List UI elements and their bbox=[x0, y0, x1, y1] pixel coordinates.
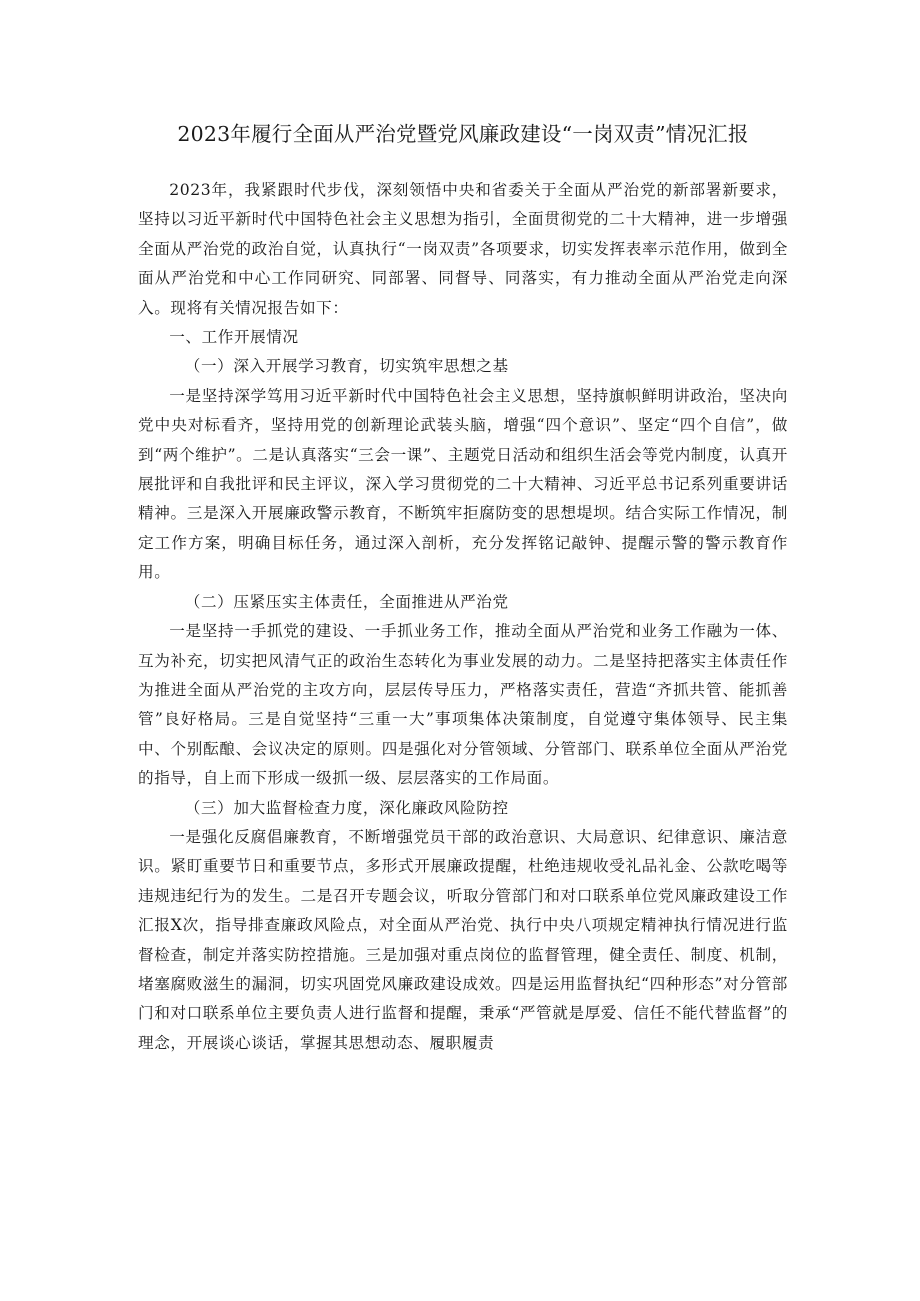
subsection-body-main-responsibility: 一是坚持一手抓党的建设、一手抓业务工作，推动全面从严治党和业务工作融为一体、互为补充，切实把风清气正的政治生态转化为事业发展的动力。二是坚持把落实主体责任作为推进全面从严治党的主攻方向，层层传导压力，严格落实责任，营造“齐抓共管、能抓善管”良好格局。三是自觉坚持“三重一大”事项集体决策制度，自觉遵守集体领导、民主集中、个别酝酿、会议决定的原则。四是强化对分管领域、分管部门、联系单位全面从严治党的指导，自上而下形成一级抓一级、层层落实的工作局面。 bbox=[138, 622, 788, 788]
subsection-heading-main-responsibility: （二）压紧压实主体责任，全面推进从严治党 bbox=[184, 592, 509, 611]
subsection-body-study-education: 一是坚持深学笃用习近平新时代中国特色社会主义思想，坚持旗帜鲜明讲政治，坚决向党中央对标看齐，坚持用党的创新理论武装头脑，增强“四个意识”、坚定“四个自信”，做到“两个维护”。二是认真落实“三会一课”、主题党日活动和组织生活会等党内制度，认真开展批评和自我批评和民主评议，深入学习贯彻党的二十大精神、习近平总书记系列重要讲话精神。三是深入开展廉政警示教育，不断筑牢拒腐防变的思想堤坝。结合实际工作情况，制定工作方案，明确目标任务，通过深入剖析，充分发挥铭记敲钟、提醒示警的警示教育作用。 bbox=[138, 386, 788, 582]
section-heading-work-status: 一、工作开展情况 bbox=[169, 328, 299, 347]
document-body bbox=[138, 118, 788, 1058]
document-title: 2023年履行全面从严治党暨党风廉政建设“一岗双责”情况汇报 bbox=[177, 122, 749, 146]
intro-paragraph: 2023年，我紧跟时代步伐，深刻领悟中央和省委关于全面从严治党的新部署新要求，坚持以习近平新时代中国特色社会主义思想为指引，全面贯彻党的二十大精神，进一步增强全面从严治党的政治自觉，认真执行“一岗双责”各项要求，切实发挥表率示范作用，做到全面从严治党和中心工作同研究、同部署、同督导、同落实，有力推动全面从严治党走向深入。现将有关情况报告如下： bbox=[138, 181, 788, 317]
subsection-body-supervision: 一是强化反腐倡廉教育，不断增强党员干部的政治意识、大局意识、纪律意识、廉洁意识。紧盯重要节日和重要节点，多形式开展廉政提醒，杜绝违规收受礼品礼金、公款吃喝等违规违纪行为的发生。二是召开专题会议，听取分管部门和对口联系单位党风廉政建设工作汇报X次，指导排查廉政风险点，对全面从严治党、执行中央八项规定精神执行情况进行监督检查，制定并落实防控措施。三是加强对重点岗位的监督管理，健全责任、制度、机制，堵塞腐败滋生的漏洞，切实巩固党风廉政建设成效。四是运用监督执纪“四种形态”对分管部门和对口联系单位主要负责人进行监督和提醒，秉承“严管就是厚爱、信任不能代替监督”的理念，开展谈心谈话，掌握其思想动态、履职履责 bbox=[138, 827, 788, 1052]
subsection-heading-supervision: （三）加大监督检查力度，深化廉政风险防控 bbox=[184, 798, 509, 817]
subsection-heading-study-education: （一）深入开展学习教育，切实筑牢思想之基 bbox=[184, 357, 509, 376]
